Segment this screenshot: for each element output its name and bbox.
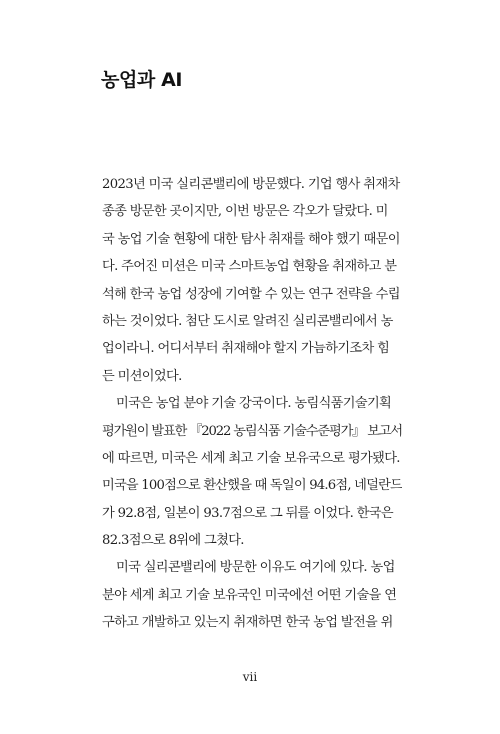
text-line: 에 따르면, 미국은 세계 최고 기술 보유국으로 평가됐다.: [102, 450, 400, 466]
text-line: 평가원이 발표한 『2022 농림식품 기술수준평가』 보고서: [102, 423, 402, 439]
paragraph-start-line: 미국은 농업 분야 기술 강국이다. 농림식품기술기획: [116, 396, 392, 412]
text-line: 든 미션이었다.: [102, 368, 182, 384]
text-line: 하는 것이었다. 첨단 도시로 알려진 실리콘밸리에서 농: [102, 313, 393, 329]
page-number: vii: [242, 670, 258, 684]
text-line: 석해 한국 농업 성장에 기여할 수 있는 연구 전략을 수립: [102, 286, 400, 302]
text-line: 다. 주어진 미션은 미국 스마트농업 현황을 취재하고 분: [102, 259, 397, 275]
text-line: 분야 세계 최고 기술 보유국인 미국에선 어떤 기술을 연: [102, 587, 397, 603]
chapter-title: 농업과 AI: [101, 69, 183, 91]
text-line: 미국을 100점으로 환산했을 때 독일이 94.6점, 네덜란드: [102, 478, 402, 494]
text-line: 구하고 개발하고 있는지 취재하면 한국 농업 발전을 위: [102, 615, 393, 631]
text-line: 2023년 미국 실리콘밸리에 방문했다. 기업 행사 취재차: [102, 177, 400, 192]
text-line: 종종 방문한 곳이지만, 이번 방문은 각오가 달랐다. 미: [102, 204, 388, 220]
body-text: [102, 171, 402, 637]
text-line: 가 92.8점, 일본이 93.7점으로 그 뒤를 이었다. 한국은: [102, 505, 393, 521]
text-line: 국 농업 기술 현황에 대한 탐사 취재를 해야 했기 때문이: [102, 231, 400, 247]
text-line: 82.3점으로 8위에 그쳤다.: [102, 533, 244, 549]
paragraph-start-line: 미국 실리콘밸리에 방문한 이유도 여기에 있다. 농업: [116, 560, 395, 576]
text-line: 업이라니. 어디서부터 취재해야 할지 가늠하기조차 힘: [102, 341, 390, 357]
